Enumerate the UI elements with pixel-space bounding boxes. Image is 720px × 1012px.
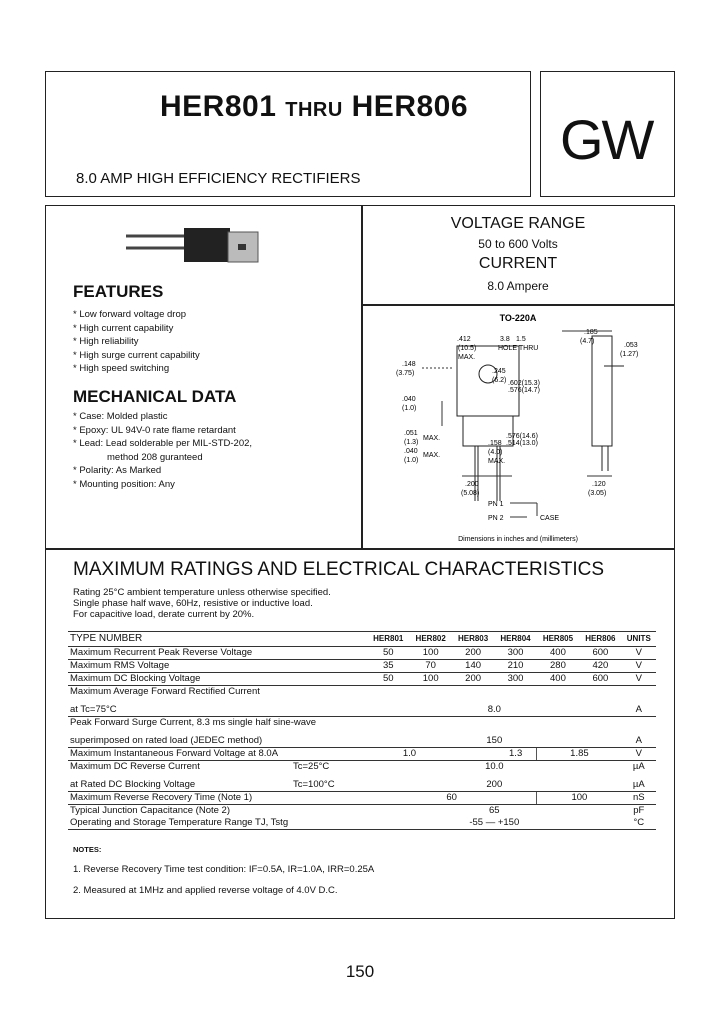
notes-heading: NOTES:	[73, 845, 102, 854]
dim-label: .576(14.6)	[506, 433, 538, 440]
dim-label: (4.0)	[488, 449, 503, 456]
table-header	[68, 632, 656, 647]
table-row: Maximum Reverse Recovery Time (Note 1) 60 100 nS	[68, 792, 656, 805]
list-item: * Epoxy: UL 94V-0 rate flame retardant	[73, 424, 236, 436]
list-item: * Lead: Lead solderable per MIL-STD-202,	[73, 438, 253, 450]
condition-line: For capacitive load, derate current by 20%.	[73, 609, 255, 620]
mechanical-list	[73, 410, 252, 492]
dim-label: 3.8	[500, 336, 510, 343]
list-item: * Low forward voltage drop	[73, 309, 187, 320]
dim-label: .040	[402, 396, 416, 403]
dim-label: .412	[457, 336, 471, 343]
header-cell: UNITS	[622, 632, 656, 647]
dim-label: .040	[404, 448, 418, 455]
brand-logo: GW	[560, 108, 653, 171]
dim-label: .602(15.3)	[508, 380, 540, 387]
table-row: Operating and Storage Temperature Range TJ, Tstg -55 — +150 °C	[68, 817, 656, 830]
dim-label: .120	[592, 481, 606, 488]
section-divider	[45, 548, 675, 550]
dim-label: .158	[488, 440, 502, 447]
dim-label: (4.7)	[580, 338, 595, 345]
package-label: TO-220A	[499, 313, 537, 323]
note-item: 1. Reverse Recovery Time test condition: IF=0.5A, IR=1.0A, IRR=0.25A	[73, 864, 375, 875]
dim-label: MAX.	[488, 458, 506, 465]
list-item: * High surge current capability	[73, 349, 200, 361]
document-subtitle: 8.0 AMP HIGH EFFICIENCY RECTIFIERS	[76, 170, 361, 187]
list-item: * Mounting position: Any	[73, 478, 175, 490]
table-row: at Tc=75°C 8.0 A	[68, 704, 656, 717]
dim-label: (1.0)	[402, 405, 417, 412]
list-item: * High reliability	[73, 336, 139, 348]
table-row: Maximum Recurrent Peak Reverse Voltage 50 100 200 300 400 600 V	[68, 647, 656, 660]
table-row: Maximum RMS Voltage 35 70 140 210 280 420 V	[68, 660, 656, 673]
table-row: Typical Junction Capacitance (Note 2) 65 pF	[70, 805, 645, 816]
rating-conditions	[73, 587, 331, 620]
current-label: CURRENT	[478, 255, 558, 272]
document-title: HER801 THRU HER806	[160, 90, 469, 123]
dim-label: PN 1	[488, 501, 504, 508]
list-item: * High speed switching	[73, 363, 170, 375]
dim-label: CASE	[540, 515, 560, 522]
table-row: at Rated DC Blocking Voltage Tc=100°C 200 µA	[68, 779, 656, 792]
header-cell: HER804	[494, 632, 536, 647]
header-cell: HER805	[537, 632, 579, 647]
ratings-table	[68, 631, 656, 830]
dim-label: 1.5	[516, 336, 526, 343]
package-diagram	[362, 306, 674, 548]
table-row: Peak Forward Surge Current, 8.3 ms single half sine-wave	[70, 717, 317, 728]
dim-label: (10.5)	[458, 345, 477, 352]
dim-label: MAX.	[423, 452, 441, 459]
condition-line: Single phase half wave, 60Hz, resistive or inductive load.	[73, 598, 313, 609]
table-row: Maximum Instantaneous Forward Voltage at 8.0A 1.0 1.3 1.85 V	[68, 748, 656, 761]
note-item: 2. Measured at 1MHz and applied reverse voltage of 4.0V D.C.	[73, 885, 338, 896]
list-item: * Polarity: As Marked	[73, 465, 162, 477]
dim-label: .200	[465, 481, 479, 488]
current-value: 8.0 Ampere	[487, 279, 549, 293]
dim-label: .576(14.7)	[508, 387, 540, 394]
dim-label: (1.27)	[620, 351, 639, 358]
dim-label: PN 2	[488, 515, 504, 522]
dim-label: (1.3)	[404, 439, 419, 446]
condition-line: Rating 25°C ambient temperature unless otherwise specified.	[73, 587, 331, 598]
dim-label: (1.0)	[404, 457, 419, 464]
header-cell: HER801	[367, 632, 409, 647]
dim-label: .148	[402, 361, 416, 368]
table-row: Maximum Average Forward Rectified Current	[70, 686, 260, 697]
device-image	[120, 222, 260, 268]
dim-label: (5.08)	[461, 490, 480, 497]
list-item: method 208 guranteed	[107, 451, 203, 463]
dim-label: .514(13.0)	[506, 440, 538, 447]
header-cell: TYPE NUMBER	[68, 632, 367, 647]
diagram-caption: Dimensions in inches and (millimeters)	[458, 536, 578, 543]
dim-label: HOLE THRU	[498, 345, 539, 352]
dim-label: .053	[624, 342, 638, 349]
dim-label: .051	[404, 430, 418, 437]
features-heading: FEATURES	[73, 282, 164, 301]
table-row: Maximum DC Blocking Voltage 50 100 200 300 400 600 V	[68, 673, 656, 686]
header-cell: HER803	[452, 632, 494, 647]
page-number: 150	[345, 962, 375, 981]
voltage-range-label: VOLTAGE RANGE	[450, 215, 586, 232]
voltage-range-value: 50 to 600 Volts	[478, 237, 558, 251]
dim-label: .185	[584, 329, 598, 336]
list-item: * Case: Molded plastic	[73, 411, 168, 422]
dim-label: (3.75)	[396, 370, 415, 377]
features-list	[73, 308, 200, 376]
dim-label: .245	[492, 368, 506, 375]
list-item: * High current capability	[73, 322, 174, 334]
mechanical-heading: MECHANICAL DATA	[73, 387, 237, 406]
header-cell: HER802	[409, 632, 451, 647]
dim-label: (6.2)	[492, 377, 507, 384]
header-cell: HER806	[579, 632, 621, 647]
dim-label: MAX.	[458, 354, 476, 361]
table-row: Maximum DC Reverse Current Tc=25°C 10.0 µA	[70, 761, 645, 772]
ratings-title: MAXIMUM RATINGS AND ELECTRICAL CHARACTERISTICS	[73, 559, 605, 580]
dim-label: (3.05)	[588, 490, 607, 497]
table-row: superimposed on rated load (JEDEC method) 150 A	[68, 735, 656, 748]
dim-label: MAX.	[423, 435, 441, 442]
